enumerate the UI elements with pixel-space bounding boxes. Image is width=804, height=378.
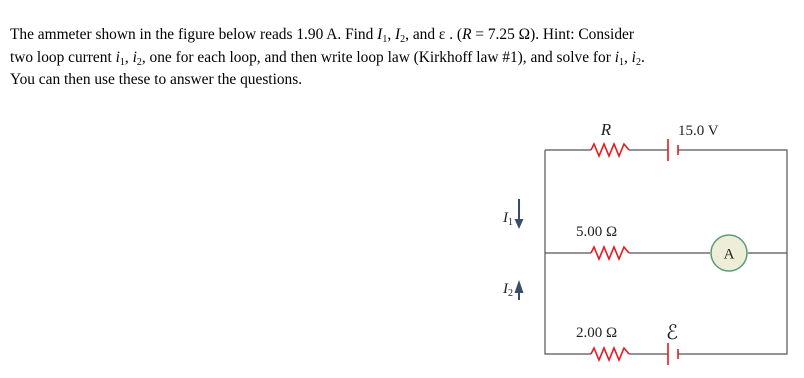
separator: . (640, 48, 645, 66)
problem-line-3: You can then use these to answer the questions. (10, 71, 303, 88)
current-i1-subscript: 1 (508, 217, 513, 228)
loop-current-i2-subscript: 2 (635, 56, 641, 68)
resistor-r (591, 144, 629, 156)
separator: , (387, 26, 396, 43)
loop-current-i1-symbol: i (614, 48, 619, 66)
battery-15v-label: 15.0 V (678, 123, 719, 139)
battery-15v (668, 139, 678, 161)
emf-label: ℰ (666, 322, 679, 344)
hint-text: two loop current (10, 48, 116, 66)
current-i1-subscript: 1 (382, 34, 388, 45)
emf-symbol: ε (438, 26, 446, 43)
loop-current-i1-subscript: 1 (119, 56, 125, 68)
ammeter (711, 235, 747, 271)
current-i2-subscript: 2 (508, 288, 513, 299)
separator: , (623, 48, 632, 66)
loop-current-i2-symbol: i (132, 48, 137, 66)
resistance-value: = 7.25 (471, 26, 519, 43)
current-i1-arrow (515, 199, 524, 229)
current-i2-arrow (515, 280, 524, 300)
resistor-2-ohm-label: 2.00 Ω (576, 325, 618, 341)
resistor-5-ohm (591, 247, 629, 259)
loop-current-i2-symbol: i (631, 48, 636, 66)
current-i1-label (502, 210, 513, 228)
problem-intro-text: The ammeter shown in the figure below reads 1.90 A. Find (10, 26, 378, 43)
resistor-5-ohm-label: 5.00 Ω (576, 224, 618, 240)
current-i2-symbol: I (503, 281, 508, 297)
ammeter-label: A (723, 246, 735, 263)
loop-current-i1-subscript: 1 (618, 56, 624, 68)
current-i2-symbol: I (395, 26, 401, 43)
resistor-r-label: R (600, 120, 612, 139)
current-i1-symbol: I (503, 210, 508, 226)
separator: , and (405, 26, 439, 43)
loop-current-i2-subscript: 2 (136, 56, 142, 68)
separator: . ( (445, 26, 463, 43)
loop-current-i1-symbol: i (115, 48, 120, 66)
resistance-r-symbol: R (462, 26, 472, 43)
battery-emf (668, 343, 678, 365)
ohm-symbol: Ω (518, 26, 531, 43)
current-i1-symbol: I (377, 26, 383, 43)
hint-text: ). Hint: Consider (530, 26, 634, 43)
hint-text: , one for each loop, and then write loop law (Kirkhoff law #1), and solve for (141, 48, 615, 66)
current-i2-label (502, 281, 513, 299)
resistor-2-ohm (591, 348, 629, 360)
separator: , (124, 48, 133, 66)
current-i2-subscript: 2 (400, 34, 406, 45)
